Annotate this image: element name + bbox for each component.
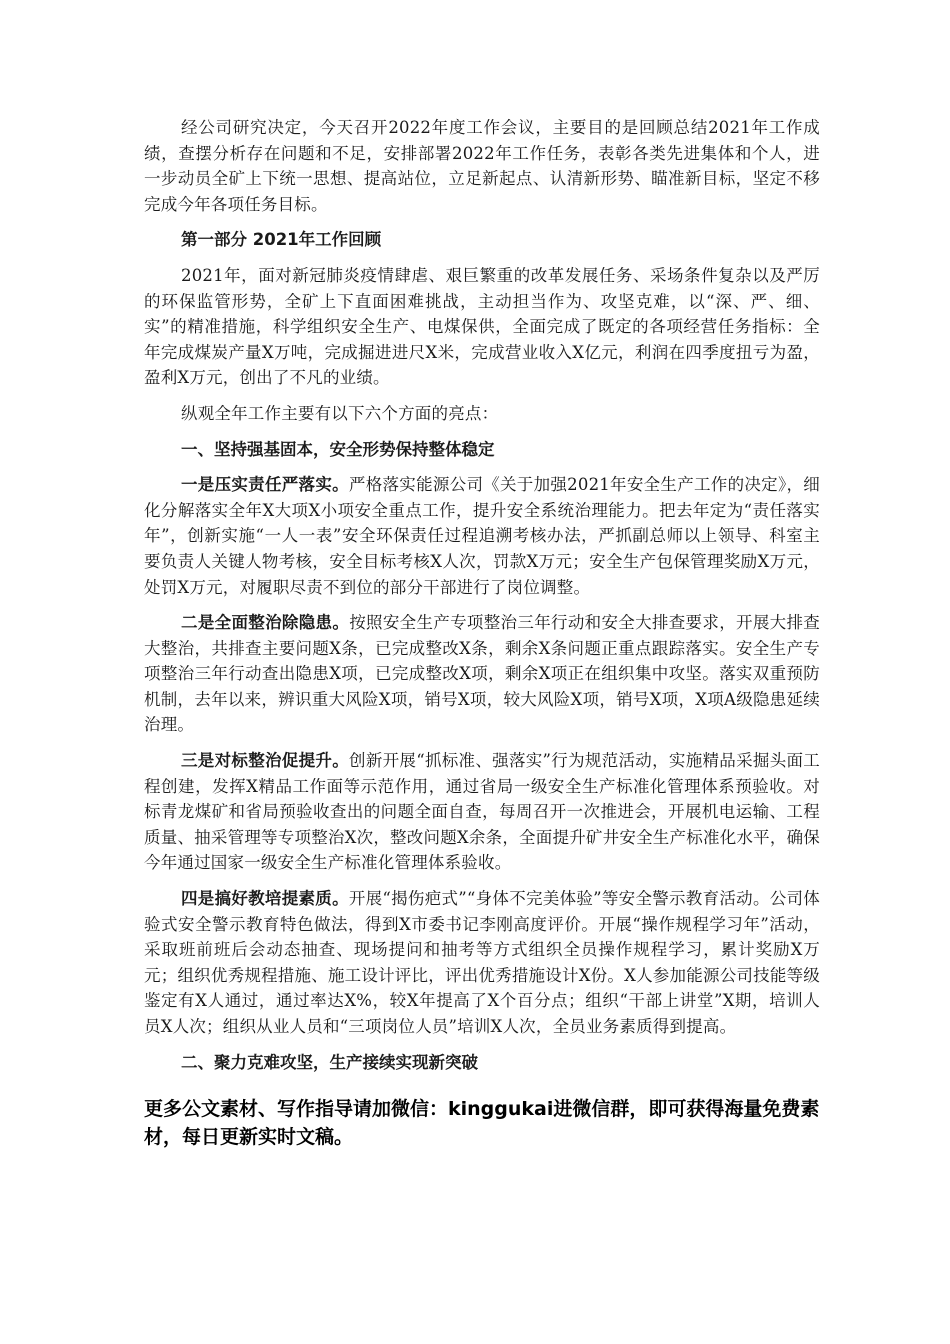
item-lead-3: 三是对标整治促提升。 <box>181 751 350 771</box>
item-text-2: 按照安全生产专项整治三年行动和安全大排查要求，开展大排查大整治，共排查主要问题X条，已完成整改X条，剩余X条问题正重点跟踪落实。安全生产专项整治三年行动查出隐患X项，已完成整改X项，剩余X项正在组织集中攻坚。落实双重预防机制，去年以来，辨识重大风险X项，销号X项，较大风险X项，销号X项，X项A级隐患延续治理。 <box>144 613 820 735</box>
document-body <box>144 115 820 1151</box>
part1-heading: 第一部分 2021年工作回顾 <box>181 230 382 250</box>
item-paragraph-3 <box>144 748 820 876</box>
item-text-4: 开展“揭伤疤式”“身体不完美体验”等安全警示教育活动。公司体验式安全警示教育特色做法，得到X市委书记李刚高度评价。开展“操作规程学习年”活动，采取班前班后会动态抽查、现场提问和抽考等方式组织全员操作规程学习，累计奖励X万元；组织优秀规程措施、施工设计评比，评出优秀措施设计X份。X人参加能源公司技能等级鉴定有X人通过，通过率达X%，较X年提高了X个百分点；组织“干部上讲堂”X期，培训人员X人次；组织从业人员和“三项岗位人员”培训X人次，全员业务素质得到提高。 <box>144 889 820 1036</box>
section1-heading: 一、坚持强基固本，安全形势保持整体稳定 <box>181 439 495 459</box>
item-text-3: 创新开展“抓标准、强落实”行为规范活动，实施精品采掘头面工程创建，发挥X精品工作面等示范作用，通过省局一级安全生产标准化管理体系预验收。对标青龙煤矿和省局预验收查出的问题全面自查，每周召开一次推进会，开展机电运输、工程质量、抽采管理等专项整治X次，整改问题X余条，全面提升矿井安全生产标准化水平，确保今年通过国家一级安全生产标准化管理体系验收。 <box>144 751 821 873</box>
promo-banner: 更多公文素材、写作指导请加微信：kinggukai进微信群，即可获得海量免费素材，每日更新实时文稿。 <box>144 1098 820 1149</box>
item-paragraph-4 <box>144 886 820 1040</box>
item-lead-1: 一是压实责任严落实。 <box>181 475 349 495</box>
item-text-1: 严格落实能源公司《关于加强2021年安全生产工作的决定》，细化分解落实全年X大项X小项安全重点工作，提升安全系统治理能力。把去年定为“责任落实年”，创新实施“一人一表”安全环保责任过程追溯考核办法，严抓副总师以上领导、科室主要负责人关键人物考核，安全目标考核X人次，罚款X万元；安全生产包保管理奖励X万元，处罚X万元，对履职尽责不到位的部分干部进行了岗位调整。 <box>144 475 820 597</box>
item-lead-2: 二是全面整治除隐患。 <box>181 613 350 633</box>
section2-heading: 二、聚力克难攻坚，生产接续实现新突破 <box>181 1052 478 1072</box>
item-lead-4: 四是搞好教培提素质。 <box>181 889 349 909</box>
item-paragraph-1 <box>144 472 820 600</box>
review-paragraph: 2021年，面对新冠肺炎疫情肆虐、艰巨繁重的改革发展任务、采场条件复杂以及严厉的环保监管形势，全矿上下直面困难挑战，主动担当作为、攻坚克难，以“深、严、细、实”的精准措施，科学组织安全生产、电煤保供，全面完成了既定的各项经营任务指标：全年完成煤炭产量X万吨，完成掘进进尺X米，完成营业收入X亿元，利润在四季度扭亏为盈，盈利X万元，创出了不凡的业绩。 <box>144 265 820 388</box>
highlights-intro: 纵观全年工作主要有以下六个方面的亮点： <box>181 403 499 423</box>
intro-paragraph: 经公司研究决定，今天召开2022年度工作会议，主要目的是回顾总结2021年工作成绩，查摆分析存在问题和不足，安排部署2022年工作任务，表彰各类先进集体和个人，进一步动员全矿上下统一思想、提高站位，立足新起点、认清新形势、瞄准新目标，坚定不移完成今年各项任务目标。 <box>144 118 820 214</box>
item-paragraph-2 <box>144 610 820 738</box>
